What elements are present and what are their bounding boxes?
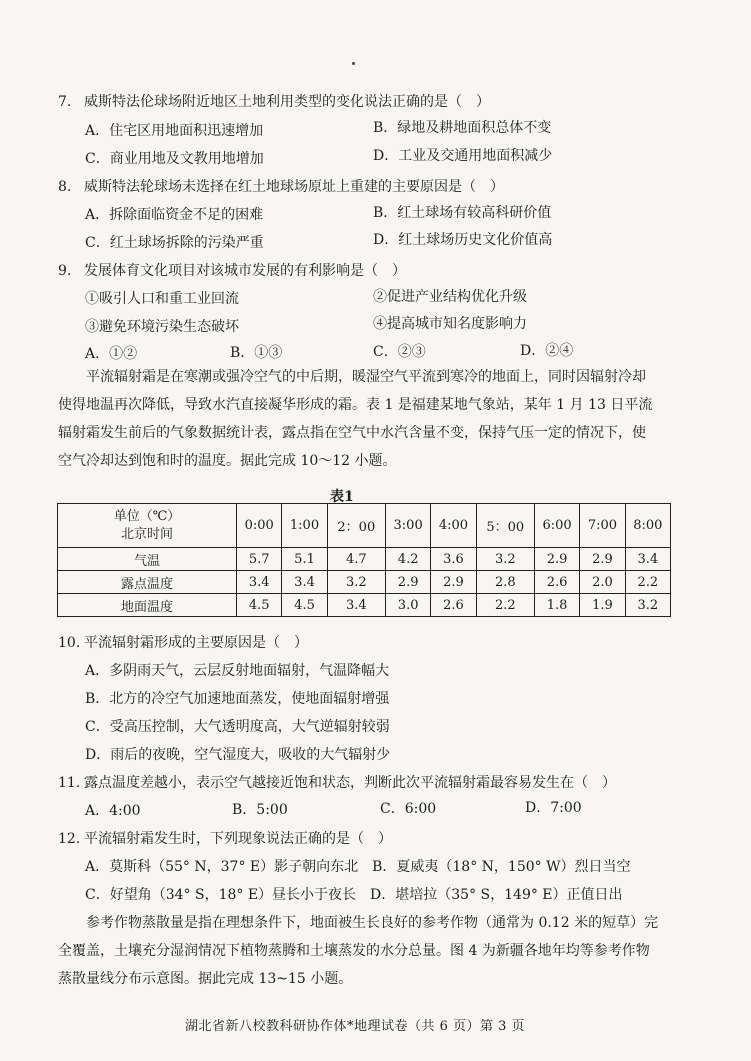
- q11-option-b: B．5:00: [232, 802, 288, 818]
- question-8-stem: 威斯特法轮球场未选择在红土地球场原址上重建的主要原因是（ ）: [84, 179, 504, 195]
- q9-statement-4: ④提高城市知名度影响力: [373, 316, 527, 332]
- weather-data-table: [57, 503, 671, 617]
- row-label: 露点温度: [58, 571, 237, 594]
- q7-option-a: A．住宅区用地面积迅速增加: [85, 123, 264, 139]
- q9-statement-2: ②促进产业结构优化升级: [373, 289, 527, 305]
- table-cell: 2.9: [580, 548, 625, 571]
- table-cell: 2.9: [385, 571, 430, 594]
- q7-option-b: B．绿地及耕地面积总体不变: [373, 120, 552, 136]
- q12-options-a-b: A．莫斯科（55° N，37° E）影子朝向东北 B．夏威夷（18° N，150° W）烈日当空: [85, 859, 631, 875]
- table-cell: 3.4: [625, 548, 670, 571]
- table-cell: 3.2: [476, 548, 534, 571]
- question-9-stem: 发展体育文化项目对该城市发展的有利影响是（ ）: [84, 263, 406, 279]
- time-header: 7:00: [580, 504, 625, 548]
- table-caption: 表1: [330, 489, 354, 505]
- question-8: 8. 威斯特法轮球场未选择在红土地球场原址上重建的主要原因是（ ）: [58, 179, 504, 195]
- table-row-dew-point: [58, 571, 671, 594]
- table-cell: 4.5: [237, 594, 282, 617]
- table-cell: 3.0: [385, 594, 430, 617]
- table-cell: 3.2: [625, 594, 670, 617]
- table-cell: 2.6: [534, 571, 579, 594]
- q11-option-a: A．4:00: [85, 803, 141, 819]
- q11-option-d: D．7:00: [525, 800, 582, 816]
- table-cell: 2.9: [534, 548, 579, 571]
- passage-1-line-4: 空气冷却达到饱和时的温度。据此完成 10～12 小题。: [58, 453, 397, 469]
- table-cell: 4.7: [327, 548, 385, 571]
- table-cell: 3.6: [431, 548, 476, 571]
- question-10: 10. 平流辐射霜形成的主要原因是（ ）: [58, 635, 308, 651]
- time-header: 4:00: [431, 504, 476, 548]
- question-7: 7. 威斯特法伦球场附近地区土地利用类型的变化说法正确的是（ ）: [58, 94, 490, 110]
- page-footer: 湖北省新八校教科研协作体*地理试卷（共 6 页）第 3 页: [185, 1019, 526, 1034]
- table-header-row: [58, 504, 671, 548]
- time-header: 2：00: [327, 504, 385, 548]
- time-header: 8:00: [625, 504, 670, 548]
- table-cell: 3.2: [327, 571, 385, 594]
- q9-statement-3: ③避免环境污染生态破坏: [85, 319, 239, 335]
- time-header: 5：00: [476, 504, 534, 548]
- table-cell: 1.8: [534, 594, 579, 617]
- q8-option-b: B．红土球场有较高科研价值: [373, 205, 552, 221]
- table-cell: 2.6: [431, 594, 476, 617]
- q10-option-c: C．受高压控制，大气透明度高，大气逆辐射较弱: [85, 719, 390, 735]
- row-label: 地面温度: [58, 594, 237, 617]
- question-12-stem: 平流辐射霜发生时，下列现象说法正确的是（ ）: [84, 831, 392, 847]
- q8-option-a: A．拆除面临资金不足的困难: [85, 207, 264, 223]
- corner-time: 北京时间: [120, 526, 173, 542]
- q10-option-d: D．雨后的夜晚，空气湿度大，吸收的大气辐射少: [85, 747, 391, 763]
- table-cell: 5.7: [237, 548, 282, 571]
- passage-1-line-3: 辐射霜发生前后的气象数据统计表，露点指在空气中水汽含量不变，保持气压一定的情况下，使: [58, 425, 646, 441]
- table-cell: 3.4: [327, 594, 385, 617]
- q9-option-a: A．①②: [85, 346, 138, 362]
- passage-2-line-3: 蒸散量线分布示意图。据此完成 13~15 小题。: [58, 971, 353, 987]
- q9-option-d: D．②④: [520, 343, 574, 359]
- question-11-stem: 露点温度差越小，表示空气越接近饱和状态，判断此次平流辐射霜最容易发生在（ ）: [84, 775, 616, 791]
- time-header: 1:00: [282, 504, 327, 548]
- q8-option-d: D．红土球场历史文化价值高: [373, 232, 553, 248]
- question-11: 11. 露点温度差越小，表示空气越接近饱和状态，判断此次平流辐射霜最容易发生在（ ）: [58, 775, 616, 791]
- q10-option-a: A．多阴雨天气，云层反射地面辐射，气温降幅大: [85, 663, 390, 679]
- table-cell: 2.0: [580, 571, 625, 594]
- table-row-ground-temp: [58, 594, 671, 617]
- q9-option-c: C．②③: [373, 344, 426, 360]
- passage-1-line-1: 平流辐射霜是在寒潮或强冷空气的中后期，暖湿空气平流到寒冷的地面上，同时因辐射冷却: [86, 369, 646, 385]
- table-cell: 2.9: [431, 571, 476, 594]
- q12-options-c-d: C．好望角（34° S，18° E）昼长小于夜长 D．堪培拉（35° S，149° E）正值日出: [85, 887, 623, 903]
- scan-dot: [352, 62, 355, 65]
- question-9: 9. 发展体育文化项目对该城市发展的有利影响是（ ）: [58, 263, 406, 279]
- row-label: 气温: [58, 548, 237, 571]
- corner-unit: 单位（℃）: [113, 508, 181, 524]
- table-row-air-temp: [58, 548, 671, 571]
- q10-option-b: B．北方的冷空气加速地面蒸发，使地面辐射增强: [85, 691, 390, 707]
- table-cell: 2.2: [476, 594, 534, 617]
- question-7-stem: 威斯特法伦球场附近地区土地利用类型的变化说法正确的是（ ）: [84, 94, 490, 110]
- time-header: 0:00: [237, 504, 282, 548]
- table-cell: 4.2: [385, 548, 430, 571]
- table-cell: 2.2: [625, 571, 670, 594]
- q7-option-c: C．商业用地及文教用地增加: [85, 151, 264, 167]
- time-header: 6:00: [534, 504, 579, 548]
- table-cell: 3.4: [237, 571, 282, 594]
- passage-1-line-2: 使得地温再次降低，导致水汽直接凝华形成的霜。表 1 是福建某地气象站，某年 1 月 13 日平流: [58, 397, 653, 413]
- q9-option-b: B．①③: [230, 345, 283, 361]
- q7-option-d: D．工业及交通用地面积减少: [373, 148, 553, 164]
- table-cell: 5.1: [282, 548, 327, 571]
- table-cell: 1.9: [580, 594, 625, 617]
- table-corner-cell: [58, 504, 237, 548]
- q11-option-c: C．6:00: [380, 801, 437, 817]
- table-cell: 2.8: [476, 571, 534, 594]
- q8-option-c: C．红土球场拆除的污染严重: [85, 235, 264, 251]
- time-header: 3:00: [385, 504, 430, 548]
- table-cell: 4.5: [282, 594, 327, 617]
- question-10-stem: 平流辐射霜形成的主要原因是（ ）: [84, 635, 308, 651]
- passage-2-line-2: 全覆盖，土壤充分湿润情况下植物蒸腾和土壤蒸发的水分总量。图 4 为新疆各地年均等参考作物: [58, 943, 650, 959]
- passage-2-line-1: 参考作物蒸散量是指在理想条件下，地面被生长良好的参考作物（通常为 0.12 米的短草）完: [86, 915, 659, 931]
- q9-statement-1: ①吸引人口和重工业回流: [85, 291, 239, 307]
- table-cell: 3.4: [282, 571, 327, 594]
- question-12: 12. 平流辐射霜发生时，下列现象说法正确的是（ ）: [58, 831, 392, 847]
